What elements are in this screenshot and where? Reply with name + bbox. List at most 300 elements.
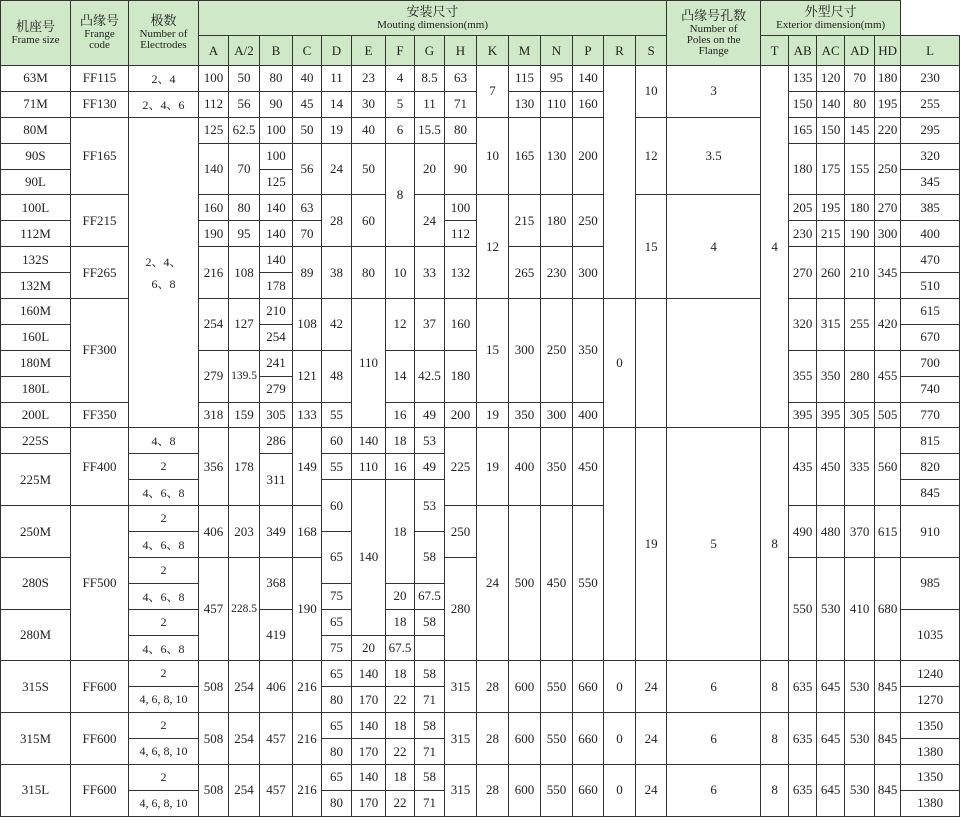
cell-E: 60 — [352, 195, 386, 247]
poles-cell: 2 — [129, 609, 199, 635]
cell-G: 49 — [415, 402, 445, 428]
cell-B: 80 — [260, 66, 293, 92]
cell-L: 230 — [901, 66, 960, 92]
cell-M: 300 — [509, 299, 541, 403]
cell-C: 63 — [293, 195, 322, 221]
col-header: M — [509, 36, 541, 66]
cell-AD: 370 — [845, 506, 875, 558]
cell-HD: 345 — [875, 247, 901, 299]
cell-D: 60 — [322, 480, 352, 532]
col-header: AD — [845, 36, 875, 66]
cell-B: 100 — [260, 117, 293, 143]
frame-cell: 280M — [1, 609, 71, 661]
poles-cell: 2 — [129, 765, 199, 791]
cell-E: 40 — [352, 117, 386, 143]
cell-F: 20 — [352, 635, 386, 661]
cell-T — [667, 299, 761, 428]
cell-P: 350 — [573, 299, 604, 403]
cell-A2: 70 — [229, 143, 260, 195]
cell-C: 40 — [293, 66, 322, 92]
cell-HD: 455 — [875, 350, 901, 402]
cell-B: 254 — [260, 324, 293, 350]
cell-HD: 845 — [875, 661, 901, 713]
cell-H: 280 — [445, 557, 477, 661]
cell-AD: 410 — [845, 557, 875, 661]
cell-holes: 4 — [761, 66, 789, 428]
col-header: F — [386, 36, 415, 66]
cell-B: 457 — [260, 765, 293, 817]
cell-S: 24 — [636, 713, 667, 765]
cell-T: 3 — [667, 66, 761, 118]
cell-B: 305 — [260, 402, 293, 428]
cell-A2: 254 — [229, 765, 260, 817]
frame-cell: 71M — [1, 91, 71, 117]
cell-A2: 139.5 — [229, 350, 260, 402]
cell-A: 406 — [199, 506, 229, 558]
cell-R — [604, 428, 636, 661]
flange-cell: FF265 — [71, 247, 129, 299]
cell-AD: 530 — [845, 661, 875, 713]
cell-D: 60 — [322, 428, 352, 454]
cell-HD: 195 — [875, 91, 901, 117]
cell-D: 55 — [322, 402, 352, 428]
header-poles-en1: Number of — [139, 28, 188, 40]
cell-HD: 270 — [875, 195, 901, 221]
cell-L: 1380 — [901, 739, 960, 765]
cell-HD: 180 — [875, 66, 901, 92]
header-exterior-cn: 外型尺寸 — [804, 4, 857, 20]
cell-E: 140 — [352, 765, 386, 791]
cell-H: 132 — [445, 247, 477, 299]
cell-G: 8.5 — [415, 66, 445, 92]
cell-AB: 180 — [789, 143, 817, 195]
header-frame-size — [1, 1, 71, 66]
cell-F: 18 — [386, 661, 415, 687]
header-flange-cn: 凸缘号 — [79, 14, 119, 29]
cell-A: 279 — [199, 350, 229, 402]
cell-L: 740 — [901, 376, 960, 402]
cell-L: 510 — [901, 273, 960, 299]
cell-AC: 215 — [817, 221, 845, 247]
cell-G: 20 — [415, 143, 445, 195]
cell-A2: 203 — [229, 506, 260, 558]
cell-G: 53 — [415, 428, 445, 454]
cell-L: 770 — [901, 402, 960, 428]
cell-A2: 228.5 — [229, 557, 260, 661]
cell-D: 11 — [322, 66, 352, 92]
cell-A: 160 — [199, 195, 229, 221]
cell-P: 250 — [573, 195, 604, 247]
frame-cell: 80M — [1, 117, 71, 143]
cell-G: 42.5 — [415, 350, 445, 402]
col-header: D — [322, 36, 352, 66]
cell-K: 28 — [477, 661, 509, 713]
cell-A: 125 — [199, 117, 229, 143]
flange-cell: FF350 — [71, 402, 129, 428]
col-header: AC — [817, 36, 845, 66]
cell-F: 18 — [386, 609, 415, 635]
cell-AC: 395 — [817, 402, 845, 428]
cell-H: 250 — [445, 506, 477, 558]
cell-AC: 140 — [817, 91, 845, 117]
cell-AD: 80 — [845, 91, 875, 117]
cell-B: 279 — [260, 376, 293, 402]
flange-cell: FF300 — [71, 299, 129, 403]
col-header: T — [761, 36, 789, 66]
cell-C: 50 — [293, 117, 322, 143]
cell-L: 820 — [901, 454, 960, 480]
cell-T: 6 — [667, 713, 761, 765]
cell-A: 254 — [199, 299, 229, 351]
cell-A: 100 — [199, 66, 229, 92]
cell-HD: 505 — [875, 402, 901, 428]
cell-AC: 645 — [817, 661, 845, 713]
header-exterior — [761, 1, 901, 36]
cell-D: 65 — [322, 765, 352, 791]
cell-A: 508 — [199, 765, 229, 817]
cell-A: 216 — [199, 247, 229, 299]
cell-F: 4 — [386, 66, 415, 92]
cell-T: 3.5 — [667, 117, 761, 195]
cell-A2: 178 — [229, 428, 260, 506]
col-header: A — [199, 36, 229, 66]
cell-N: 95 — [541, 66, 573, 92]
cell-D: 38 — [322, 247, 352, 299]
cell-E: 170 — [352, 790, 386, 816]
cell-AD: 70 — [845, 66, 875, 92]
cell-M: 215 — [509, 195, 541, 247]
cell-P: 660 — [573, 661, 604, 713]
frame-cell: 225M — [1, 454, 71, 506]
cell-L: 385 — [901, 195, 960, 221]
cell-AD: 155 — [845, 143, 875, 195]
cell-F: 6 — [386, 117, 415, 143]
cell-AC: 645 — [817, 765, 845, 817]
cell-N: 180 — [541, 195, 573, 247]
cell-T: 5 — [667, 428, 761, 661]
header-mounting-cn: 安装尺寸 — [406, 4, 459, 20]
cell-G: 71 — [415, 687, 445, 713]
cell-B: 406 — [260, 661, 293, 713]
cell-B: 210 — [260, 299, 293, 325]
cell-holes: 8 — [761, 428, 789, 661]
header-holes-en3: Flange — [698, 44, 729, 57]
frame-cell: 160M — [1, 299, 71, 325]
cell-A: 318 — [199, 402, 229, 428]
cell-S — [636, 299, 667, 428]
cell-G: 71 — [415, 739, 445, 765]
cell-G: 49 — [415, 454, 445, 480]
cell-AC: 175 — [817, 143, 845, 195]
cell-AC: 645 — [817, 713, 845, 765]
cell-P: 140 — [573, 66, 604, 92]
poles-cell: 2 — [129, 557, 199, 583]
cell-P: 550 — [573, 506, 604, 661]
cell-H: 63 — [445, 66, 477, 92]
cell-M: 400 — [509, 428, 541, 506]
frame-cell: 315M — [1, 713, 71, 765]
cell-D: 55 — [322, 454, 352, 480]
cell-H: 315 — [445, 661, 477, 713]
cell-N: 130 — [541, 117, 573, 195]
cell-L: 1380 — [901, 790, 960, 816]
cell-C: 89 — [293, 247, 322, 299]
cell-AB: 270 — [789, 247, 817, 299]
col-header: S — [636, 36, 667, 66]
flange-cell: FF115 — [71, 66, 129, 92]
cell-M: 600 — [509, 713, 541, 765]
cell-L: 320 — [901, 143, 960, 169]
cell-G: 58 — [415, 609, 445, 635]
flange-cell: FF600 — [71, 661, 129, 713]
cell-A2: 80 — [229, 195, 260, 221]
flange-cell: FF130 — [71, 91, 129, 117]
header-frame-cn: 机座号 — [15, 19, 55, 35]
cell-C: 216 — [293, 661, 322, 713]
col-header: B — [260, 36, 293, 66]
cell-B: 349 — [260, 506, 293, 558]
poles-cell: 2、4、6、8 — [129, 117, 199, 428]
poles-cell: 4、6、8 — [129, 635, 199, 661]
frame-cell: 90L — [1, 169, 71, 195]
col-header: A/2 — [229, 36, 260, 66]
cell-A: 356 — [199, 428, 229, 506]
table-row — [1, 428, 960, 454]
cell-E: 80 — [352, 247, 386, 299]
cell-S: 19 — [636, 428, 667, 661]
cell-AC: 480 — [817, 506, 845, 558]
cell-F: 5 — [386, 91, 415, 117]
cell-AD: 530 — [845, 713, 875, 765]
frame-cell: 315S — [1, 661, 71, 713]
col-header: N — [541, 36, 573, 66]
cell-P: 450 — [573, 428, 604, 506]
cell-K: 15 — [477, 299, 509, 403]
cell-E: 110 — [352, 299, 386, 428]
cell-P: 160 — [573, 91, 604, 117]
table-row — [1, 765, 960, 791]
cell-E: 140 — [352, 661, 386, 687]
cell-M: 600 — [509, 765, 541, 817]
frame-cell: 180M — [1, 350, 71, 376]
cell-A2: 254 — [229, 713, 260, 765]
header-flange-holes — [667, 1, 761, 66]
cell-L: 910 — [901, 506, 960, 558]
cell-L: 700 — [901, 350, 960, 376]
cell-AD: 280 — [845, 350, 875, 402]
cell-AB: 635 — [789, 765, 817, 817]
header-holes-en1: Number of — [689, 22, 738, 35]
cell-L: 1240 — [901, 661, 960, 687]
cell-D: 80 — [322, 739, 352, 765]
cell-AD: 210 — [845, 247, 875, 299]
poles-cell: 4, 6, 8, 10 — [129, 739, 199, 765]
cell-L: 295 — [901, 117, 960, 143]
poles-cell: 4、6、8 — [129, 532, 199, 558]
cell-M: 600 — [509, 661, 541, 713]
cell-H: 180 — [445, 350, 477, 402]
cell-P: 660 — [573, 765, 604, 817]
cell-E: 140 — [352, 713, 386, 739]
cell-K: 28 — [477, 765, 509, 817]
cell-AC: 450 — [817, 428, 845, 506]
cell-G: 67.5 — [415, 583, 445, 609]
cell-L: 255 — [901, 91, 960, 117]
cell-M: 350 — [509, 402, 541, 428]
header-flange-en2: code — [89, 39, 110, 51]
cell-S: 12 — [636, 117, 667, 195]
cell-AD: 145 — [845, 117, 875, 143]
cell-HD: 680 — [875, 557, 901, 661]
cell-HD: 845 — [875, 713, 901, 765]
cell-M: 500 — [509, 506, 541, 661]
table-row — [1, 506, 960, 532]
cell-L: 845 — [901, 480, 960, 506]
cell-C: 70 — [293, 221, 322, 247]
poles-cell: 2、4、6 — [129, 91, 199, 117]
cell-E: 140 — [352, 428, 386, 454]
flange-cell: FF600 — [71, 765, 129, 817]
cell-AC: 530 — [817, 557, 845, 661]
cell-N: 110 — [541, 91, 573, 117]
cell-M: 130 — [509, 91, 541, 117]
frame-cell: 180L — [1, 376, 71, 402]
cell-AD: 180 — [845, 195, 875, 221]
cell-G: 58 — [415, 532, 445, 584]
cell-C: 56 — [293, 143, 322, 195]
cell-B: 419 — [260, 609, 293, 661]
table-row — [1, 117, 960, 143]
poles-cell: 4、8 — [129, 428, 199, 454]
cell-E: 23 — [352, 66, 386, 92]
frame-cell: 112M — [1, 221, 71, 247]
cell-K: 10 — [477, 117, 509, 195]
frame-cell: 100L — [1, 195, 71, 221]
cell-F: 10 — [386, 247, 415, 299]
cell-C: 168 — [293, 506, 322, 558]
cell-F: 18 — [386, 713, 415, 739]
cell-AB: 395 — [789, 402, 817, 428]
cell-AB: 550 — [789, 557, 817, 661]
cell-AD: 530 — [845, 765, 875, 817]
frame-cell: 315L — [1, 765, 71, 817]
flange-cell: FF165 — [71, 117, 129, 195]
cell-H: 160 — [445, 299, 477, 351]
poles-cell: 4, 6, 8, 10 — [129, 790, 199, 816]
cell-R: 0 — [604, 299, 636, 428]
cell-D: 80 — [322, 687, 352, 713]
col-header: C — [293, 36, 322, 66]
header-holes-en2: Poles on the — [686, 33, 741, 46]
cell-A2: 95 — [229, 221, 260, 247]
cell-L: 1035 — [901, 609, 960, 661]
cell-G: 58 — [415, 713, 445, 739]
cell-G: 58 — [415, 661, 445, 687]
cell-B: 125 — [260, 169, 293, 195]
flange-cell: FF400 — [71, 428, 129, 506]
cell-G: 53 — [415, 480, 445, 532]
cell-F: 16 — [386, 454, 415, 480]
cell-N: 550 — [541, 661, 573, 713]
cell-HD: 250 — [875, 143, 901, 195]
flange-cell: FF500 — [71, 506, 129, 661]
cell-D: 24 — [322, 143, 352, 195]
cell-H: 200 — [445, 402, 477, 428]
cell-M: 165 — [509, 117, 541, 195]
cell-L: 345 — [901, 169, 960, 195]
cell-N: 300 — [541, 402, 573, 428]
cell-K: 12 — [477, 195, 509, 299]
header-exterior-en: Exterior dimension(mm) — [776, 18, 886, 31]
poles-cell: 2、4 — [129, 66, 199, 92]
cell-F: 18 — [386, 428, 415, 454]
cell-D: 28 — [322, 195, 352, 247]
col-header: L — [901, 36, 960, 66]
cell-A: 457 — [199, 557, 229, 661]
cell-HD: 845 — [875, 765, 901, 817]
frame-cell: 63M — [1, 66, 71, 92]
header-poles-en2: Electrodes — [140, 39, 187, 51]
cell-F: 20 — [386, 583, 415, 609]
cell-N: 230 — [541, 247, 573, 299]
cell-AD: 190 — [845, 221, 875, 247]
cell-A2: 50 — [229, 66, 260, 92]
frame-cell: 280S — [1, 557, 71, 609]
cell-T: 4 — [667, 195, 761, 299]
poles-cell: 2 — [129, 661, 199, 687]
col-header: G — [415, 36, 445, 66]
cell-H: 80 — [445, 117, 477, 143]
cell-AB: 435 — [789, 428, 817, 506]
cell-G: 15.5 — [415, 117, 445, 143]
cell-A: 190 — [199, 221, 229, 247]
cell-H: 112 — [445, 221, 477, 247]
cell-F: 16 — [386, 402, 415, 428]
cell-holes: 8 — [761, 765, 789, 817]
cell-F: 8 — [386, 143, 415, 247]
cell-A2: 254 — [229, 661, 260, 713]
cell-B: 178 — [260, 273, 293, 299]
cell-R: 0 — [604, 713, 636, 765]
cell-N: 550 — [541, 713, 573, 765]
poles-cell: 4、6、8 — [129, 583, 199, 609]
cell-B: 90 — [260, 91, 293, 117]
cell-H: 71 — [445, 91, 477, 117]
cell-L: 1350 — [901, 765, 960, 791]
header-mounting-en: Mouting dimension(mm) — [377, 18, 489, 31]
cell-G: 33 — [415, 247, 445, 299]
header-mounting — [199, 1, 667, 36]
table-row — [1, 661, 960, 687]
cell-AB: 230 — [789, 221, 817, 247]
cell-AC: 350 — [817, 350, 845, 402]
cell-AB: 165 — [789, 117, 817, 143]
cell-AB: 150 — [789, 91, 817, 117]
cell-M: 265 — [509, 247, 541, 299]
cell-L: 400 — [901, 221, 960, 247]
cell-K: 28 — [477, 713, 509, 765]
cell-A: 508 — [199, 661, 229, 713]
cell-G: 11 — [415, 91, 445, 117]
cell-P: 400 — [573, 402, 604, 428]
cell-L: 1270 — [901, 687, 960, 713]
header-frame-en: Frame size — [11, 33, 60, 46]
cell-F: 22 — [386, 739, 415, 765]
frame-cell: 160L — [1, 324, 71, 350]
cell-A: 112 — [199, 91, 229, 117]
cell-G: 71 — [415, 790, 445, 816]
cell-K: 7 — [477, 66, 509, 118]
